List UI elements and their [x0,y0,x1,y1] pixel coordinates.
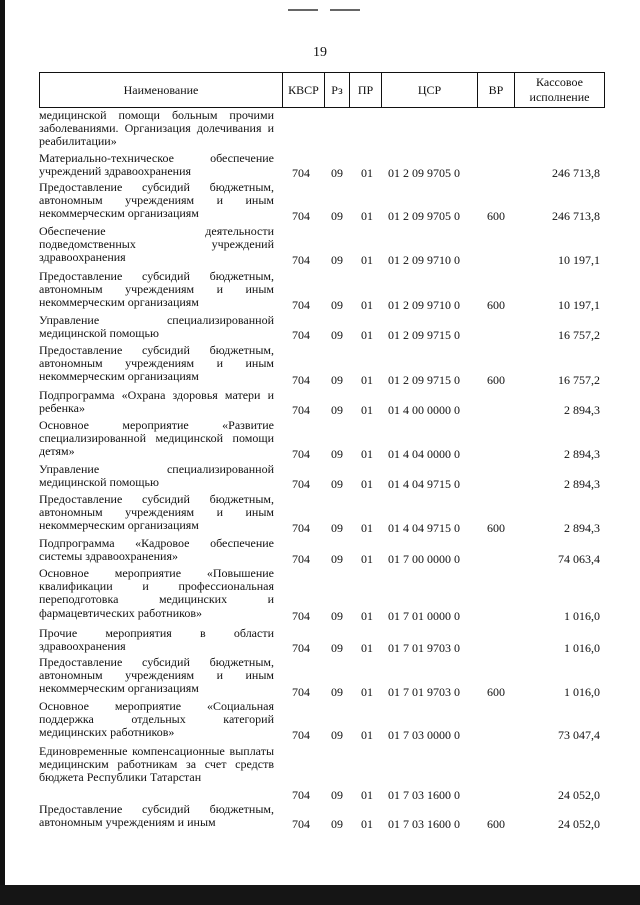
row-rz: 09 [331,685,343,699]
row-rz: 09 [331,298,343,312]
row-csr: 01 2 09 9705 0 [388,166,460,180]
row-rz: 09 [331,521,343,535]
row-kvsr: 704 [292,447,310,461]
row-sum: 16 757,2 [558,373,600,387]
row-kvsr: 704 [292,477,310,491]
row-csr: 01 2 09 9715 0 [388,328,460,342]
row-csr: 01 2 09 9710 0 [388,253,460,267]
row-pr: 01 [361,253,373,267]
header-kvsr: КВСР [282,73,324,107]
row-name: Основное мероприятие «Социальная поддержка отдельных категорий медицинских работников» [39,699,274,740]
scan-edge-bottom [0,885,640,905]
row-kvsr: 704 [292,552,310,566]
row-name: Предоставление субсидий бюджетным, автономным учреждениям и иным [39,802,274,830]
page-number: 19 [313,45,327,60]
row-sum: 2 894,3 [564,447,600,461]
row-vr: 600 [487,685,505,699]
header-pr: ПР [349,73,381,107]
row-sum: 246 713,8 [552,209,600,223]
row-csr: 01 7 00 0000 0 [388,552,460,566]
row-pr: 01 [361,728,373,742]
row-kvsr: 704 [292,298,310,312]
row-csr: 01 7 01 9703 0 [388,685,460,699]
row-sum: 2 894,3 [564,477,600,491]
row-rz: 09 [331,403,343,417]
row-csr: 01 7 03 1600 0 [388,817,460,831]
row-pr: 01 [361,373,373,387]
row-pr: 01 [361,609,373,623]
row-sum: 10 197,1 [558,298,600,312]
row-pr: 01 [361,641,373,655]
header-csr: ЦСР [381,73,477,107]
row-kvsr: 704 [292,209,310,223]
row-rz: 09 [331,447,343,461]
row-csr: 01 4 04 9715 0 [388,521,460,535]
row-sum: 2 894,3 [564,403,600,417]
row-vr: 600 [487,373,505,387]
row-name: медицинской помощи больным прочими заболеваниями. Организация долечивания и реабилитации» [39,108,274,149]
row-csr: 01 2 09 9705 0 [388,209,460,223]
row-sum: 10 197,1 [558,253,600,267]
row-pr: 01 [361,209,373,223]
row-pr: 01 [361,328,373,342]
header-rz: Рз [324,73,349,107]
row-rz: 09 [331,728,343,742]
row-pr: 01 [361,521,373,535]
row-rz: 09 [331,817,343,831]
row-name: Предоставление субсидий бюджетным, автономным учреждениям и иным некоммерческим организациям [39,180,274,221]
row-kvsr: 704 [292,373,310,387]
row-kvsr: 704 [292,253,310,267]
row-name: Основное мероприятие «Повышение квалификации и профессиональная переподготовка медицинских и фармацевтических работников» [39,566,274,620]
row-pr: 01 [361,166,373,180]
row-rz: 09 [331,166,343,180]
row-kvsr: 704 [292,328,310,342]
row-sum: 24 052,0 [558,788,600,802]
row-rz: 09 [331,328,343,342]
row-csr: 01 2 09 9710 0 [388,298,460,312]
row-pr: 01 [361,685,373,699]
row-kvsr: 704 [292,685,310,699]
row-csr: 01 7 01 9703 0 [388,641,460,655]
row-kvsr: 704 [292,403,310,417]
row-name: Основное мероприятие «Развитие специализированной медицинской помощи детям» [39,418,274,459]
row-rz: 09 [331,209,343,223]
row-sum: 1 016,0 [564,685,600,699]
row-name: Предоставление субсидий бюджетным, автономным учреждениям и иным некоммерческим организациям [39,655,274,696]
row-rz: 09 [331,253,343,267]
row-csr: 01 4 04 9715 0 [388,477,460,491]
row-name: Управление специализированной медицинской помощью [39,313,274,341]
row-csr: 01 2 09 9715 0 [388,373,460,387]
row-sum: 1 016,0 [564,641,600,655]
row-kvsr: 704 [292,166,310,180]
row-vr: 600 [487,817,505,831]
row-pr: 01 [361,403,373,417]
row-pr: 01 [361,817,373,831]
row-name: Предоставление субсидий бюджетным, автономным учреждениям и иным некоммерческим организациям [39,492,274,533]
row-name: Прочие мероприятия в области здравоохранения [39,626,274,654]
row-sum: 24 052,0 [558,817,600,831]
row-sum: 16 757,2 [558,328,600,342]
row-vr: 600 [487,521,505,535]
row-kvsr: 704 [292,728,310,742]
row-vr: 600 [487,209,505,223]
header-sum: Кассовое исполнение [514,73,604,107]
row-rz: 09 [331,609,343,623]
row-sum: 73 047,4 [558,728,600,742]
row-sum: 1 016,0 [564,609,600,623]
row-pr: 01 [361,788,373,802]
row-name: Материально-техническое обеспечение учреждений здравоохранения [39,151,274,179]
row-csr: 01 7 03 0000 0 [388,728,460,742]
row-kvsr: 704 [292,521,310,535]
row-rz: 09 [331,788,343,802]
row-kvsr: 704 [292,788,310,802]
row-csr: 01 7 01 0000 0 [388,609,460,623]
row-kvsr: 704 [292,641,310,655]
row-name: Обеспечение деятельности подведомственных учреждений здравоохранения [39,224,274,265]
row-csr: 01 7 03 1600 0 [388,788,460,802]
row-rz: 09 [331,373,343,387]
row-rz: 09 [331,477,343,491]
row-csr: 01 4 04 0000 0 [388,447,460,461]
row-kvsr: 704 [292,609,310,623]
header-name: Наименование [123,82,199,97]
row-name: Подпрограмма «Охрана здоровья матери и ребенка» [39,388,274,416]
row-name: Управление специализированной медицинской помощью [39,462,274,490]
row-name: Единовременные компенсационные выплаты медицинским работникам за счет средств бюджета Республики Татарстан [39,744,274,785]
row-rz: 09 [331,641,343,655]
row-name: Предоставление субсидий бюджетным, автономным учреждениям и иным некоммерческим организациям [39,269,274,310]
row-pr: 01 [361,477,373,491]
row-pr: 01 [361,552,373,566]
row-name: Предоставление субсидий бюджетным, автономным учреждениям и иным некоммерческим организациям [39,343,274,384]
row-sum: 2 894,3 [564,521,600,535]
row-pr: 01 [361,447,373,461]
header-vr: ВР [477,73,514,107]
row-rz: 09 [331,552,343,566]
row-sum: 246 713,8 [552,166,600,180]
row-pr: 01 [361,298,373,312]
row-kvsr: 704 [292,817,310,831]
row-sum: 74 063,4 [558,552,600,566]
row-csr: 01 4 00 0000 0 [388,403,460,417]
row-name: Подпрограмма «Кадровое обеспечение системы здравоохранения» [39,536,274,564]
row-vr: 600 [487,298,505,312]
